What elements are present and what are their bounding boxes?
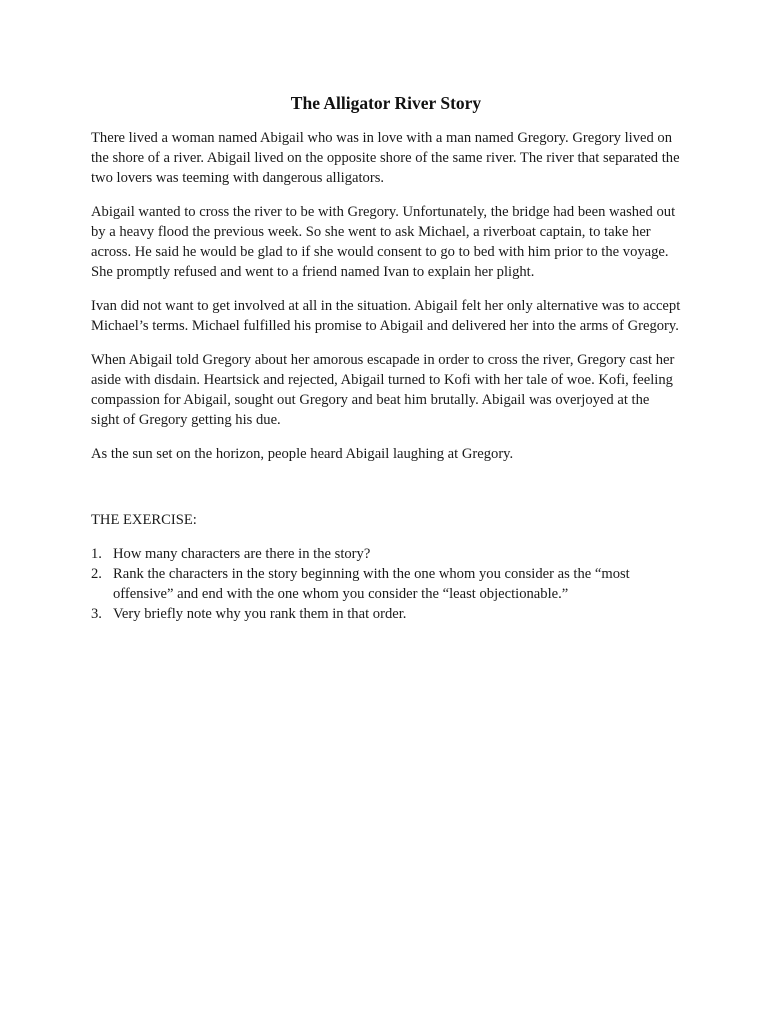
- exercise-item-text: How many characters are there in the story?: [113, 546, 371, 562]
- exercise-item-number: 2.: [91, 566, 102, 582]
- story-paragraph-3: Ivan did not want to get involved at all in the situation. Abigail felt her only alternative was to accept Michael’s terms. Michael fulfilled his promise to Abigail and delivered her into the arms of Gregory.: [91, 298, 681, 334]
- exercise-item: [91, 604, 681, 624]
- exercise-item-number: 1.: [91, 546, 102, 562]
- exercise-item-text: Very briefly note why you rank them in that order.: [113, 606, 407, 622]
- exercise-item-text: Rank the characters in the story beginning with the one whom you consider as the “most offensive” and end with the one whom you consider the “least objectionable.”: [113, 566, 630, 602]
- exercise-item: [91, 544, 681, 564]
- exercise-heading: THE EXERCISE:: [91, 512, 197, 528]
- exercise-item-number: 3.: [91, 606, 102, 622]
- document-title: The Alligator River Story: [290, 93, 482, 113]
- story-paragraph-1: There lived a woman named Abigail who was in love with a man named Gregory. Gregory lived on the shore of a river. Abigail lived on the opposite shore of the same river. The river that separated the two lovers was teeming with dangerous alligators.: [91, 130, 680, 186]
- exercise-item: [91, 564, 681, 604]
- document-page: [91, 90, 681, 624]
- story-paragraph-2: Abigail wanted to cross the river to be with Gregory. Unfortunately, the bridge had been washed out by a heavy flood the previous week. So she went to ask Michael, a riverboat captain, to take her across. He said he would be glad to if she would consent to go to bed with him prior to the voyage. She promptly refused and went to a friend named Ivan to explain her plight.: [91, 204, 676, 280]
- exercise-list: [91, 544, 681, 624]
- story-paragraph-5: As the sun set on the horizon, people heard Abigail laughing at Gregory.: [91, 446, 514, 462]
- story-paragraph-4: When Abigail told Gregory about her amorous escapade in order to cross the river, Gregory cast her aside with disdain. Heartsick and rejected, Abigail turned to Kofi with her tale of woe. Kofi, feeling compassion for Abigail, sought out Gregory and beat him brutally. Abigail was overjoyed at the sight of Gregory getting his due.: [91, 352, 675, 428]
